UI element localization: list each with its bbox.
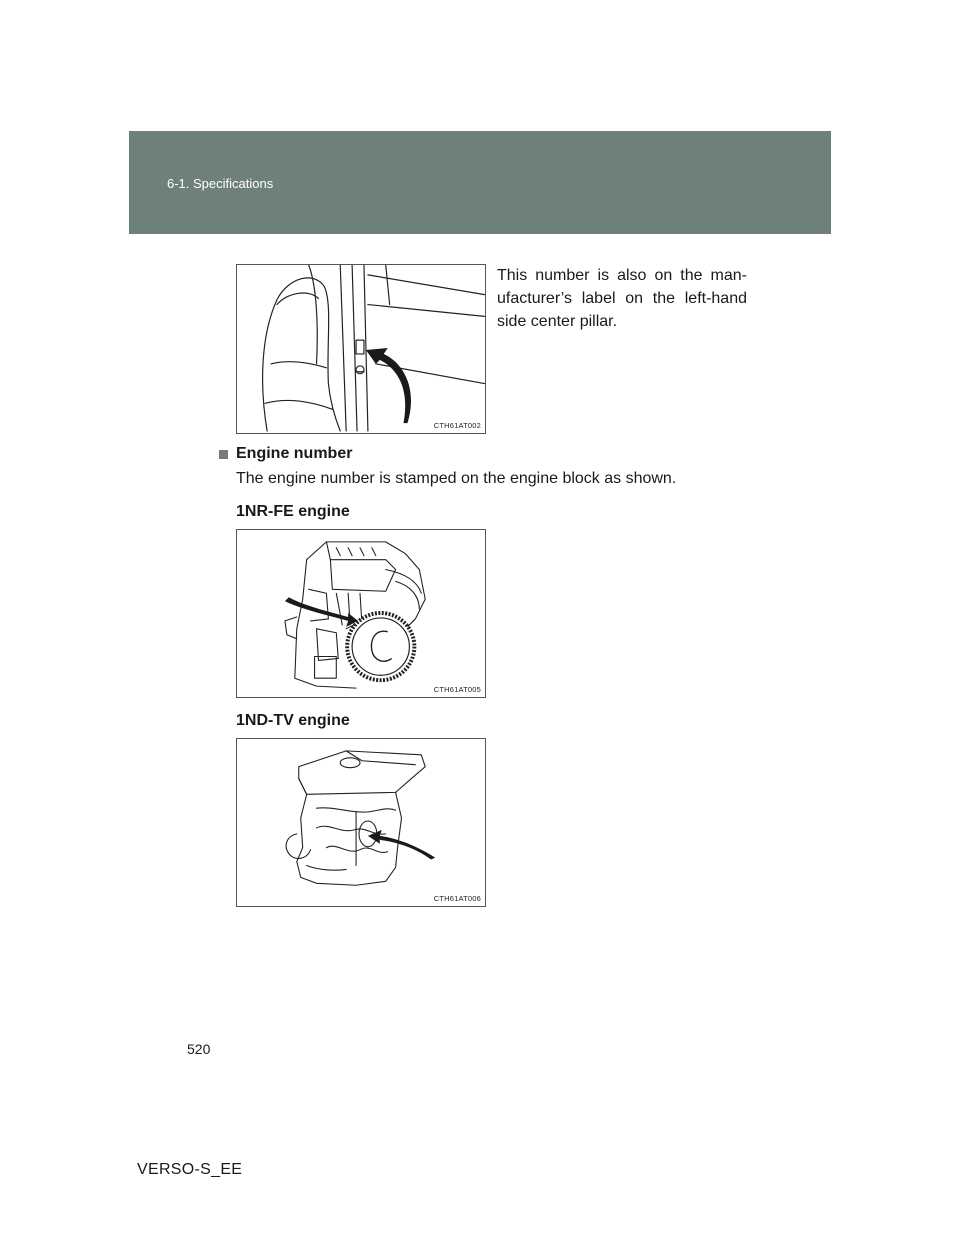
engine-1nr-fe-heading: 1NR-FE engine <box>236 503 350 520</box>
label-note-text: This number is also on the man-ufacturer’s label on the left-hand side center pillar. <box>497 267 747 330</box>
engine-number-heading <box>219 445 352 463</box>
seat-pillar-label-illustration <box>237 265 485 433</box>
engine-number-heading-label: Engine number <box>236 445 353 462</box>
figure-code: CTH61AT005 <box>433 685 481 694</box>
figure-center-pillar <box>236 264 486 434</box>
figure-1nr-fe-engine <box>236 529 486 698</box>
section-title: 6-1. Specifications <box>167 176 274 191</box>
engine-number-text: The engine number is stamped on the engine block as shown. <box>236 470 677 487</box>
figure-code: CTH61AT002 <box>433 421 481 430</box>
figure-1nd-tv-engine <box>236 738 486 907</box>
page-number: 520 <box>187 1041 211 1057</box>
engine-1nr-fe-illustration <box>237 530 485 697</box>
engine-1nd-tv-heading: 1ND-TV engine <box>236 712 350 729</box>
figure-code: CTH61AT006 <box>433 894 481 903</box>
bullet-square-icon <box>219 450 228 459</box>
footer-code: VERSO-S_EE <box>137 1161 243 1178</box>
engine-1nd-tv-illustration <box>237 739 485 906</box>
